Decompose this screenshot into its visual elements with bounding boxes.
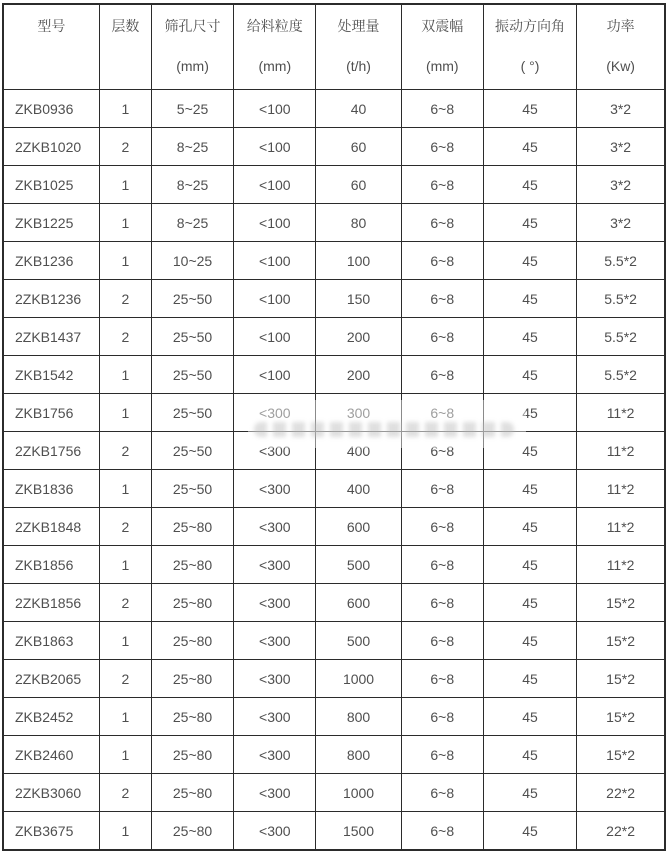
- table-cell-amplitude: 6~8: [401, 774, 483, 812]
- table-cell-capacity: 500: [316, 622, 401, 660]
- table-cell-power: 3*2: [577, 90, 665, 128]
- table-cell-feed-size: <100: [234, 90, 316, 128]
- table-cell-layers: 2: [99, 774, 151, 812]
- table-cell-mesh-size: 8~25: [151, 204, 233, 242]
- table-cell-power: 5.5*2: [577, 280, 665, 318]
- table-cell-amplitude: 6~8: [401, 508, 483, 546]
- table-cell-model: ZKB1836: [3, 470, 99, 508]
- table-row: [3, 90, 665, 128]
- table-cell-feed-size: <100: [234, 166, 316, 204]
- table-cell-feed-size: <300: [234, 508, 316, 546]
- table-cell-amplitude: 6~8: [401, 90, 483, 128]
- table-cell-mesh-size: 25~50: [151, 280, 233, 318]
- table-cell-layers: 1: [99, 736, 151, 774]
- table-cell-layers: 1: [99, 622, 151, 660]
- table-cell-feed-size: <300: [234, 812, 316, 851]
- table-cell-capacity: 1000: [316, 774, 401, 812]
- column-unit: (mm): [176, 58, 209, 74]
- table-cell-feed-size: <100: [234, 204, 316, 242]
- table-cell-model: 2ZKB1756: [3, 432, 99, 470]
- table-cell-mesh-size: 25~80: [151, 774, 233, 812]
- column-unit: [100, 47, 151, 85]
- header-row: [3, 4, 665, 90]
- table-cell-feed-size: <300: [234, 470, 316, 508]
- table-cell-vibration-angle: 45: [483, 470, 576, 508]
- table-cell-vibration-angle: 45: [483, 584, 576, 622]
- table-cell-capacity: 60: [316, 128, 401, 166]
- table-cell-layers: 1: [99, 698, 151, 736]
- table-cell-vibration-angle: 45: [483, 508, 576, 546]
- table-cell-feed-size: <300: [234, 660, 316, 698]
- table-cell-vibration-angle: 45: [483, 546, 576, 584]
- table-cell-capacity: 100: [316, 242, 401, 280]
- table-cell-vibration-angle: 45: [483, 622, 576, 660]
- spec-table-container: [2, 3, 666, 851]
- table-cell-power: 11*2: [577, 432, 665, 470]
- column-unit: (t/h): [346, 58, 371, 74]
- table-row: [3, 318, 665, 356]
- table-cell-power: 15*2: [577, 736, 665, 774]
- table-row: [3, 356, 665, 394]
- table-cell-amplitude: 6~8: [401, 622, 483, 660]
- table-cell-vibration-angle: 45: [483, 660, 576, 698]
- table-cell-feed-size: <300: [234, 736, 316, 774]
- column-header-mesh-size: [151, 4, 233, 90]
- table-cell-mesh-size: 25~80: [151, 698, 233, 736]
- table-cell-layers: 1: [99, 242, 151, 280]
- table-cell-amplitude: 6~8: [401, 698, 483, 736]
- table-cell-model: 2ZKB2065: [3, 660, 99, 698]
- table-row: [3, 774, 665, 812]
- table-row: [3, 546, 665, 584]
- table-cell-capacity: 800: [316, 698, 401, 736]
- table-cell-model: ZKB2452: [3, 698, 99, 736]
- table-cell-vibration-angle: 45: [483, 394, 576, 432]
- table-cell-vibration-angle: 45: [483, 812, 576, 851]
- table-cell-feed-size: <300: [234, 698, 316, 736]
- table-cell-amplitude: 6~8: [401, 470, 483, 508]
- table-cell-model: ZKB1542: [3, 356, 99, 394]
- table-cell-power: 5.5*2: [577, 318, 665, 356]
- table-cell-amplitude: 6~8: [401, 128, 483, 166]
- column-label: 型号: [37, 18, 66, 34]
- table-cell-mesh-size: 5~25: [151, 90, 233, 128]
- table-cell-power: 15*2: [577, 660, 665, 698]
- table-cell-model: 2ZKB1236: [3, 280, 99, 318]
- table-cell-amplitude: 6~8: [401, 736, 483, 774]
- table-cell-feed-size: <100: [234, 318, 316, 356]
- table-cell-layers: 1: [99, 394, 151, 432]
- table-cell-capacity: 80: [316, 204, 401, 242]
- table-cell-capacity: 800: [316, 736, 401, 774]
- table-cell-amplitude: 6~8: [401, 394, 483, 432]
- table-cell-mesh-size: 25~50: [151, 470, 233, 508]
- table-cell-mesh-size: 25~50: [151, 432, 233, 470]
- table-row: [3, 280, 665, 318]
- table-row: [3, 394, 665, 432]
- table-cell-amplitude: 6~8: [401, 242, 483, 280]
- table-cell-capacity: 150: [316, 280, 401, 318]
- table-row: [3, 242, 665, 280]
- table-cell-power: 15*2: [577, 584, 665, 622]
- table-cell-amplitude: 6~8: [401, 546, 483, 584]
- table-row: [3, 622, 665, 660]
- table-cell-layers: 1: [99, 812, 151, 851]
- table-cell-amplitude: 6~8: [401, 166, 483, 204]
- table-cell-power: 11*2: [577, 546, 665, 584]
- table-row: [3, 698, 665, 736]
- table-cell-mesh-size: 25~80: [151, 736, 233, 774]
- table-row: [3, 204, 665, 242]
- table-cell-power: 11*2: [577, 394, 665, 432]
- table-cell-feed-size: <300: [234, 394, 316, 432]
- table-cell-model: 2ZKB1020: [3, 128, 99, 166]
- table-row: [3, 166, 665, 204]
- table-header: [3, 4, 665, 90]
- table-cell-layers: 2: [99, 128, 151, 166]
- column-label: 双震幅: [421, 18, 464, 34]
- table-cell-vibration-angle: 45: [483, 128, 576, 166]
- table-cell-model: ZKB0936: [3, 90, 99, 128]
- table-row: [3, 470, 665, 508]
- table-cell-layers: 1: [99, 356, 151, 394]
- table-cell-mesh-size: 25~80: [151, 812, 233, 851]
- table-cell-mesh-size: 8~25: [151, 128, 233, 166]
- column-header-feed-size: [234, 4, 316, 90]
- table-cell-capacity: 300: [316, 394, 401, 432]
- table-cell-amplitude: 6~8: [401, 356, 483, 394]
- table-cell-mesh-size: 10~25: [151, 242, 233, 280]
- table-cell-power: 11*2: [577, 508, 665, 546]
- table-cell-capacity: 200: [316, 356, 401, 394]
- table-cell-power: 15*2: [577, 622, 665, 660]
- table-cell-amplitude: 6~8: [401, 204, 483, 242]
- table-cell-power: 22*2: [577, 774, 665, 812]
- table-cell-model: ZKB1025: [3, 166, 99, 204]
- column-label: 给料粒度: [246, 18, 303, 34]
- column-label: 功率: [606, 18, 635, 34]
- table-cell-model: 2ZKB1437: [3, 318, 99, 356]
- table-cell-power: 3*2: [577, 128, 665, 166]
- table-cell-mesh-size: 25~80: [151, 622, 233, 660]
- table-cell-layers: 2: [99, 318, 151, 356]
- column-unit: (Kw): [606, 58, 635, 74]
- table-cell-layers: 2: [99, 660, 151, 698]
- table-cell-power: 3*2: [577, 166, 665, 204]
- table-cell-mesh-size: 25~80: [151, 508, 233, 546]
- table-cell-layers: 1: [99, 166, 151, 204]
- table-row: [3, 128, 665, 166]
- table-cell-layers: 1: [99, 470, 151, 508]
- table-cell-power: 5.5*2: [577, 356, 665, 394]
- column-header-amplitude: [401, 4, 483, 90]
- table-cell-power: 22*2: [577, 812, 665, 851]
- table-cell-capacity: 1500: [316, 812, 401, 851]
- column-label: 振动方向角: [495, 18, 566, 34]
- column-label: 层数: [111, 18, 140, 34]
- table-cell-model: ZKB1225: [3, 204, 99, 242]
- table-cell-layers: 2: [99, 432, 151, 470]
- table-row: [3, 736, 665, 774]
- table-cell-amplitude: 6~8: [401, 318, 483, 356]
- table-cell-model: 2ZKB3060: [3, 774, 99, 812]
- column-header-model: [3, 4, 99, 90]
- table-cell-feed-size: <300: [234, 622, 316, 660]
- table-cell-vibration-angle: 45: [483, 280, 576, 318]
- table-cell-feed-size: <300: [234, 432, 316, 470]
- table-cell-layers: 2: [99, 584, 151, 622]
- table-cell-mesh-size: 25~80: [151, 546, 233, 584]
- table-cell-power: 5.5*2: [577, 242, 665, 280]
- table-cell-vibration-angle: 45: [483, 166, 576, 204]
- table-cell-mesh-size: 25~80: [151, 660, 233, 698]
- table-row: [3, 508, 665, 546]
- spec-table: [2, 3, 666, 851]
- table-cell-feed-size: <100: [234, 356, 316, 394]
- table-cell-power: 11*2: [577, 470, 665, 508]
- table-cell-capacity: 600: [316, 584, 401, 622]
- table-cell-vibration-angle: 45: [483, 90, 576, 128]
- table-cell-model: ZKB1863: [3, 622, 99, 660]
- table-row: [3, 432, 665, 470]
- table-cell-layers: 2: [99, 508, 151, 546]
- table-cell-capacity: 400: [316, 470, 401, 508]
- table-cell-model: 2ZKB1848: [3, 508, 99, 546]
- table-cell-amplitude: 6~8: [401, 432, 483, 470]
- table-row: [3, 584, 665, 622]
- table-cell-feed-size: <300: [234, 584, 316, 622]
- table-body: [3, 90, 665, 851]
- table-cell-model: ZKB2460: [3, 736, 99, 774]
- table-cell-model: 2ZKB1856: [3, 584, 99, 622]
- table-cell-mesh-size: 25~50: [151, 356, 233, 394]
- table-cell-mesh-size: 25~50: [151, 318, 233, 356]
- table-cell-capacity: 500: [316, 546, 401, 584]
- table-cell-power: 3*2: [577, 204, 665, 242]
- table-cell-feed-size: <300: [234, 774, 316, 812]
- table-cell-mesh-size: 8~25: [151, 166, 233, 204]
- table-cell-capacity: 600: [316, 508, 401, 546]
- column-unit: (mm): [258, 58, 292, 74]
- table-cell-amplitude: 6~8: [401, 584, 483, 622]
- table-cell-layers: 1: [99, 90, 151, 128]
- table-cell-feed-size: <100: [234, 128, 316, 166]
- table-cell-vibration-angle: 45: [483, 774, 576, 812]
- column-label: 处理量: [337, 18, 380, 34]
- table-cell-model: ZKB1856: [3, 546, 99, 584]
- table-cell-capacity: 200: [316, 318, 401, 356]
- table-cell-layers: 2: [99, 280, 151, 318]
- table-cell-vibration-angle: 45: [483, 356, 576, 394]
- column-header-vibration-angle: [483, 4, 576, 90]
- column-unit: [4, 47, 99, 85]
- table-cell-capacity: 40: [316, 90, 401, 128]
- column-header-capacity: [316, 4, 401, 90]
- table-cell-model: ZKB1756: [3, 394, 99, 432]
- table-cell-mesh-size: 25~80: [151, 584, 233, 622]
- table-cell-capacity: 1000: [316, 660, 401, 698]
- table-row: [3, 660, 665, 698]
- table-cell-power: 15*2: [577, 698, 665, 736]
- table-cell-vibration-angle: 45: [483, 698, 576, 736]
- table-cell-model: ZKB1236: [3, 242, 99, 280]
- column-unit: (mm): [425, 58, 459, 74]
- table-cell-amplitude: 6~8: [401, 812, 483, 851]
- table-cell-layers: 1: [99, 546, 151, 584]
- table-cell-vibration-angle: 45: [483, 242, 576, 280]
- table-cell-amplitude: 6~8: [401, 280, 483, 318]
- column-header-layers: [99, 4, 151, 90]
- table-cell-feed-size: <100: [234, 242, 316, 280]
- column-header-power: [577, 4, 665, 90]
- table-cell-layers: 1: [99, 204, 151, 242]
- table-cell-vibration-angle: 45: [483, 736, 576, 774]
- table-cell-feed-size: <100: [234, 280, 316, 318]
- table-cell-vibration-angle: 45: [483, 318, 576, 356]
- column-unit: ( °): [520, 58, 540, 74]
- table-cell-feed-size: <300: [234, 546, 316, 584]
- table-cell-model: ZKB3675: [3, 812, 99, 851]
- table-row: [3, 812, 665, 851]
- column-label: 筛孔尺寸: [164, 18, 221, 34]
- table-cell-capacity: 60: [316, 166, 401, 204]
- table-cell-amplitude: 6~8: [401, 660, 483, 698]
- table-cell-capacity: 400: [316, 432, 401, 470]
- table-cell-vibration-angle: 45: [483, 432, 576, 470]
- table-cell-mesh-size: 25~50: [151, 394, 233, 432]
- table-cell-vibration-angle: 45: [483, 204, 576, 242]
